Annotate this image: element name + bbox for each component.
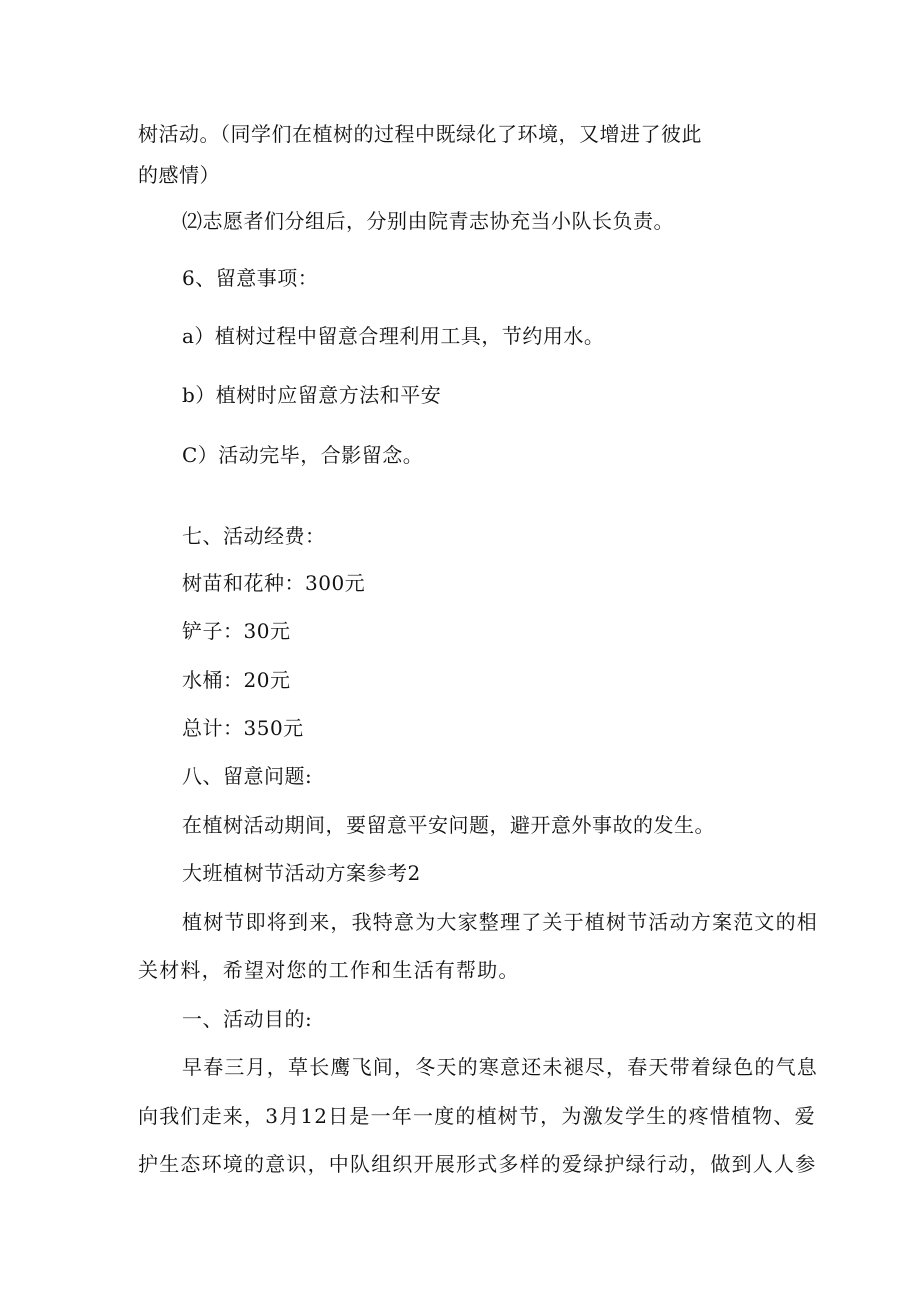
section-heading: 八、留意问题: — [182, 764, 313, 788]
text-line: 早春三月，草长鹰飞间，冬天的寒意还未褪尽，春天带着绿色的气息 — [182, 1055, 818, 1079]
text-line: 关材料，希望对您的工作和生活有帮助。 — [138, 958, 520, 982]
text-line: 护生态环境的意识，中队组织开展形式多样的爱绿护绿行动，做到人人参 — [138, 1152, 817, 1176]
text-line: 植树节即将到来，我特意为大家整理了关于植树节活动方案范文的相 — [182, 910, 818, 934]
list-item: a）植树过程中留意合理利用工具，节约用水。 — [182, 324, 605, 348]
text-line: 在植树活动期间，要留意平安问题，避开意外事故的发生。 — [182, 813, 715, 837]
text-line: 树活动。（同学们在植树的过程中既绿化了环境，又增进了彼此 — [138, 122, 702, 146]
section-heading: 6、留意事项： — [182, 266, 319, 290]
list-item: C）活动完毕，合影留念。 — [182, 443, 424, 467]
section-heading: 一、活动目的: — [182, 1007, 313, 1031]
section-heading: 七、活动经费： — [182, 524, 326, 548]
expense-total: 总计：350元 — [182, 716, 304, 740]
document-subtitle: 大班植树节活动方案参考2 — [182, 861, 421, 885]
expense-item: 树苗和花种：300元 — [182, 571, 366, 595]
expense-item: 水桶：20元 — [182, 668, 291, 692]
text-line: 向我们走来，3月12日是一年一度的植树节，为激发学生的疼惜植物、爱 — [138, 1104, 816, 1128]
text-line: 的感情） — [138, 163, 220, 187]
list-item: b）植树时应留意方法和平安 — [182, 383, 442, 407]
text-line: ⑵志愿者们分组后，分别由院青志协充当小队长负责。 — [182, 209, 674, 233]
expense-item: 铲子：30元 — [182, 619, 291, 643]
